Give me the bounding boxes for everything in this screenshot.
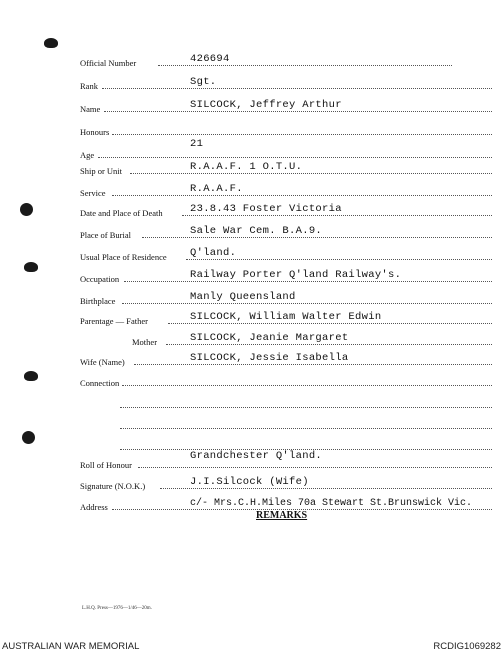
punch-hole-icon bbox=[24, 262, 38, 272]
field-parentage-father bbox=[80, 308, 492, 326]
field-occupation bbox=[80, 266, 492, 284]
field-label: Connection bbox=[80, 378, 120, 388]
field-mother bbox=[80, 329, 492, 347]
field-value: SILCOCK, William Walter Edwin bbox=[190, 311, 382, 323]
field-value: c/- Mrs.C.H.Miles 70a Stewart St.Brunswick Vic. bbox=[190, 498, 473, 509]
field-official-number bbox=[80, 50, 492, 68]
archive-footer bbox=[0, 640, 504, 654]
footer-source: AUSTRALIAN WAR MEMORIAL bbox=[2, 641, 140, 652]
field-service bbox=[80, 180, 492, 198]
field-label: Honours bbox=[80, 127, 110, 137]
field-rank bbox=[80, 73, 492, 91]
field-value: Sale War Cem. B.A.9. bbox=[190, 225, 323, 237]
field-honours bbox=[80, 119, 492, 137]
connection-blank-line bbox=[80, 413, 492, 431]
field-label: Name bbox=[80, 104, 101, 114]
printer-note: L.H.Q. Press—1976—1/46—20m. bbox=[82, 606, 152, 611]
field-label: Parentage — Father bbox=[80, 316, 148, 326]
field-value: SILCOCK, Jessie Isabella bbox=[190, 352, 349, 364]
field-name bbox=[80, 96, 492, 114]
field-label: Ship or Unit bbox=[80, 166, 123, 176]
field-usual-place-of-residence bbox=[80, 244, 492, 262]
field-place-of-burial bbox=[80, 222, 492, 240]
field-roll-of-honour bbox=[80, 452, 492, 470]
connection-blank-line bbox=[80, 392, 492, 410]
field-date-place-of-death bbox=[80, 200, 492, 218]
field-wife bbox=[80, 349, 492, 367]
field-label: Usual Place of Residence bbox=[80, 252, 167, 262]
field-value: R.A.A.F. bbox=[190, 183, 243, 195]
punch-hole-icon bbox=[44, 38, 58, 48]
field-value: Manly Queensland bbox=[190, 291, 296, 303]
field-value: SILCOCK, Jeffrey Arthur bbox=[190, 99, 342, 111]
punch-hole-icon bbox=[22, 431, 35, 444]
field-value: R.A.A.F. 1 O.T.U. bbox=[190, 161, 303, 173]
field-label: Roll of Honour bbox=[80, 460, 132, 470]
field-value: 21 bbox=[190, 138, 204, 150]
field-label: Date and Place of Death bbox=[80, 208, 163, 218]
field-ship-or-unit bbox=[80, 158, 492, 176]
field-connection bbox=[80, 370, 492, 388]
field-label: Wife (Name) bbox=[80, 357, 125, 367]
remarks-heading: REMARKS bbox=[256, 510, 308, 521]
field-label: Address bbox=[80, 502, 108, 512]
field-label: Birthplace bbox=[80, 296, 116, 306]
field-value: Sgt. bbox=[190, 76, 217, 88]
field-label: Occupation bbox=[80, 274, 120, 284]
field-value: Q'land. bbox=[190, 247, 237, 259]
field-label: Rank bbox=[80, 81, 98, 91]
field-value: SILCOCK, Jeanie Margaret bbox=[190, 332, 349, 344]
field-birthplace bbox=[80, 288, 492, 306]
field-value: J.I.Silcock (Wife) bbox=[190, 476, 309, 488]
footer-id: RCDIG1069282 bbox=[433, 641, 501, 652]
field-value: Grandchester Q'land. bbox=[190, 450, 323, 462]
field-value: Railway Porter Q'land Railway's. bbox=[190, 269, 402, 281]
field-label: Official Number bbox=[80, 58, 137, 68]
field-label: Place of Burial bbox=[80, 230, 131, 240]
field-label: Service bbox=[80, 188, 106, 198]
punch-hole-icon bbox=[24, 371, 38, 381]
field-signature bbox=[80, 473, 492, 491]
field-label: Mother bbox=[132, 337, 158, 347]
field-label: Age bbox=[80, 150, 95, 160]
field-label: Signature (N.O.K.) bbox=[80, 481, 146, 491]
field-value: 426694 bbox=[190, 53, 230, 65]
field-value: 23.8.43 Foster Victoria bbox=[190, 203, 342, 215]
punch-hole-icon bbox=[20, 203, 33, 216]
